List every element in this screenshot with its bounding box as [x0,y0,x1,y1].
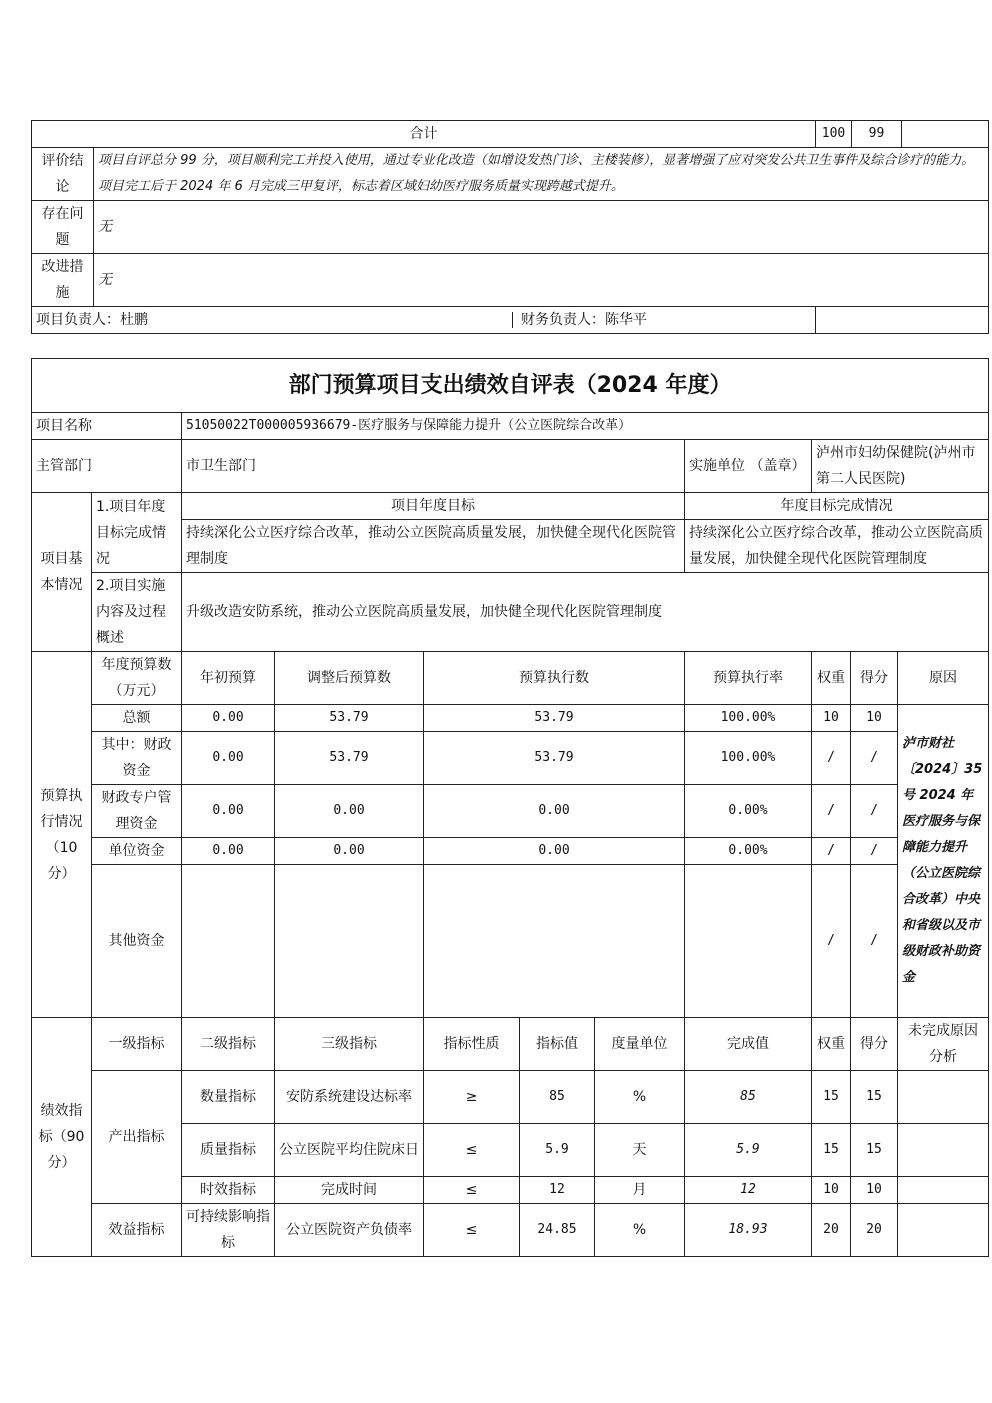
issues-text: 无 [94,201,989,254]
perf-row [32,1071,989,1124]
perf-section-label: 绩效指标（90分） [32,1018,92,1257]
total-score: 99 [852,121,902,148]
budget-header: 得分 [851,652,898,705]
budget-row [32,732,989,785]
perf-actual: 5.9 [685,1124,812,1177]
perf-level3: 安防系统建设达标率 [275,1071,424,1124]
summary-table [31,120,989,334]
project-lead-text: 项目负责人：杜鹏 [36,312,148,328]
budget-header: 权重 [812,652,851,705]
budget-adjusted: 53.79 [275,732,424,785]
goal-label: 1.项目年度目标完成情况 [92,493,182,573]
perf-score: 15 [851,1124,898,1177]
dept-label: 主管部门 [32,440,182,493]
finance-lead: 财务负责人：陈华平 [512,312,647,328]
unit-label: 实施单位 （盖章） [685,440,812,493]
perf-header: 未完成原因分析 [898,1018,989,1071]
perf-header: 得分 [851,1018,898,1071]
budget-score: / [851,838,898,865]
perf-header: 度量单位 [595,1018,685,1071]
output-indicator-label: 产出指标 [92,1071,182,1204]
perf-score: 20 [851,1204,898,1257]
budget-initial: 0.00 [182,705,275,732]
perf-unit: 月 [595,1177,685,1204]
total-weight: 100 [816,121,852,148]
perf-weight: 20 [812,1204,851,1257]
budget-rate: 100.00% [685,705,812,732]
budget-rate: 100.00% [685,732,812,785]
issues-label: 存在问题 [32,201,94,254]
budget-score: / [851,732,898,785]
performance-form [31,358,989,1257]
budget-executed: 0.00 [424,785,685,838]
budget-header: 年度预算数（万元） [92,652,182,705]
budget-adjusted [275,865,424,1018]
perf-weight: 10 [812,1177,851,1204]
perf-actual: 85 [685,1071,812,1124]
perf-header: 权重 [812,1018,851,1071]
project-name-value: 51050022T000005936679-医疗服务与保障能力提升（公立医院综合改革） [182,413,989,440]
form-title: 部门预算项目支出绩效自评表（2024 年度） [32,359,989,413]
budget-row [32,865,989,1018]
budget-adjusted: 53.79 [275,705,424,732]
perf-header: 指标值 [520,1018,595,1071]
perf-actual: 12 [685,1177,812,1204]
perf-score: 15 [851,1071,898,1124]
unit-value: 泸州市妇幼保健院(泸州市第二人民医院) [812,440,989,493]
perf-target: 5.9 [520,1124,595,1177]
impl-text: 升级改造安防系统，推动公立医院高质量发展，加快健全现代化医院管理制度 [182,573,989,652]
perf-level2: 时效指标 [182,1177,275,1204]
perf-nature: ≤ [424,1204,520,1257]
budget-header: 调整后预算数 [275,652,424,705]
budget-section-label: 预算执行情况（10分） [32,652,92,1018]
perf-reason [898,1177,989,1204]
budget-adjusted: 0.00 [275,785,424,838]
budget-row [32,705,989,732]
perf-unit: % [595,1204,685,1257]
budget-rate: 0.00% [685,785,812,838]
perf-unit: % [595,1071,685,1124]
budget-executed: 53.79 [424,705,685,732]
budget-row-label: 其他资金 [92,865,182,1018]
budget-weight: / [812,732,851,785]
budget-row [32,785,989,838]
goal-done-header: 年度目标完成情况 [685,493,989,520]
goal-header: 项目年度目标 [182,493,685,520]
eval-label: 评价结论 [32,148,94,201]
budget-initial: 0.00 [182,838,275,865]
total-blank [902,121,989,148]
budget-header: 预算执行率 [685,652,812,705]
budget-weight: 10 [812,705,851,732]
perf-weight: 15 [812,1124,851,1177]
impl-label: 2.项目实施内容及过程概述 [92,573,182,652]
perf-header: 三级指标 [275,1018,424,1071]
perf-row [32,1204,989,1257]
budget-executed [424,865,685,1018]
budget-executed: 0.00 [424,838,685,865]
perf-level3: 完成时间 [275,1177,424,1204]
budget-initial: 0.00 [182,785,275,838]
budget-row-label: 财政专户管理资金 [92,785,182,838]
perf-nature: ≤ [424,1177,520,1204]
budget-row-label: 其中：财政资金 [92,732,182,785]
budget-rate: 0.00% [685,838,812,865]
perf-level3: 公立医院资产负债率 [275,1204,424,1257]
perf-reason [898,1071,989,1124]
improve-text: 无 [94,254,989,307]
project-lead [32,307,816,334]
budget-row-label: 单位资金 [92,838,182,865]
benefit-indicator-label: 效益指标 [92,1204,182,1257]
perf-actual: 18.93 [685,1204,812,1257]
perf-level2: 数量指标 [182,1071,275,1124]
perf-nature: ≤ [424,1124,520,1177]
budget-header: 预算执行数 [424,652,685,705]
perf-header: 完成值 [685,1018,812,1071]
perf-nature: ≥ [424,1071,520,1124]
perf-reason [898,1124,989,1177]
eval-text: 项目自评总分 99 分，项目顺利完工并投入使用，通过专业化改造（如增设发热门诊、主楼装修），显著增强了应对突发公共卫生事件及综合诊疗的能力。项目完工后于 2024 年 6 月完成三甲复评，标志着区域妇幼医疗服务质量实现跨越式提升。 [94,148,989,201]
budget-header: 原因 [898,652,989,705]
perf-level3: 公立医院平均住院床日 [275,1124,424,1177]
perf-header: 指标性质 [424,1018,520,1071]
budget-score: / [851,865,898,1018]
budget-weight: / [812,865,851,1018]
total-label: 合计 [32,121,816,148]
perf-level2: 可持续影响指标 [182,1204,275,1257]
budget-weight: / [812,838,851,865]
budget-header: 年初预算 [182,652,275,705]
perf-weight: 15 [812,1071,851,1124]
improve-label: 改进措施 [32,254,94,307]
lead-blank [816,307,989,334]
budget-initial [182,865,275,1018]
budget-initial: 0.00 [182,732,275,785]
budget-score: 10 [851,705,898,732]
budget-adjusted: 0.00 [275,838,424,865]
budget-rate [685,865,812,1018]
perf-unit: 天 [595,1124,685,1177]
budget-executed: 53.79 [424,732,685,785]
budget-score: / [851,785,898,838]
perf-target: 24.85 [520,1204,595,1257]
perf-score: 10 [851,1177,898,1204]
perf-header: 一级指标 [92,1018,182,1071]
perf-header: 二级指标 [182,1018,275,1071]
budget-row [32,838,989,865]
perf-target: 12 [520,1177,595,1204]
dept-value: 市卫生部门 [182,440,685,493]
goal-text: 持续深化公立医疗综合改革，推动公立医院高质量发展，加快健全现代化医院管理制度 [182,520,685,573]
goal-done-text: 持续深化公立医疗综合改革，推动公立医院高质量发展，加快健全现代化医院管理制度 [685,520,989,573]
budget-reason: 泸市财社〔2024〕35号 2024 年医疗服务与保障能力提升（公立医院综合改革）中央和省级以及市级财政补助资金 [898,705,989,1018]
budget-row-label: 总额 [92,705,182,732]
project-name-label: 项目名称 [32,413,182,440]
perf-reason [898,1204,989,1257]
basic-label: 项目基本情况 [32,493,92,652]
perf-level2: 质量指标 [182,1124,275,1177]
budget-weight: / [812,785,851,838]
perf-target: 85 [520,1071,595,1124]
